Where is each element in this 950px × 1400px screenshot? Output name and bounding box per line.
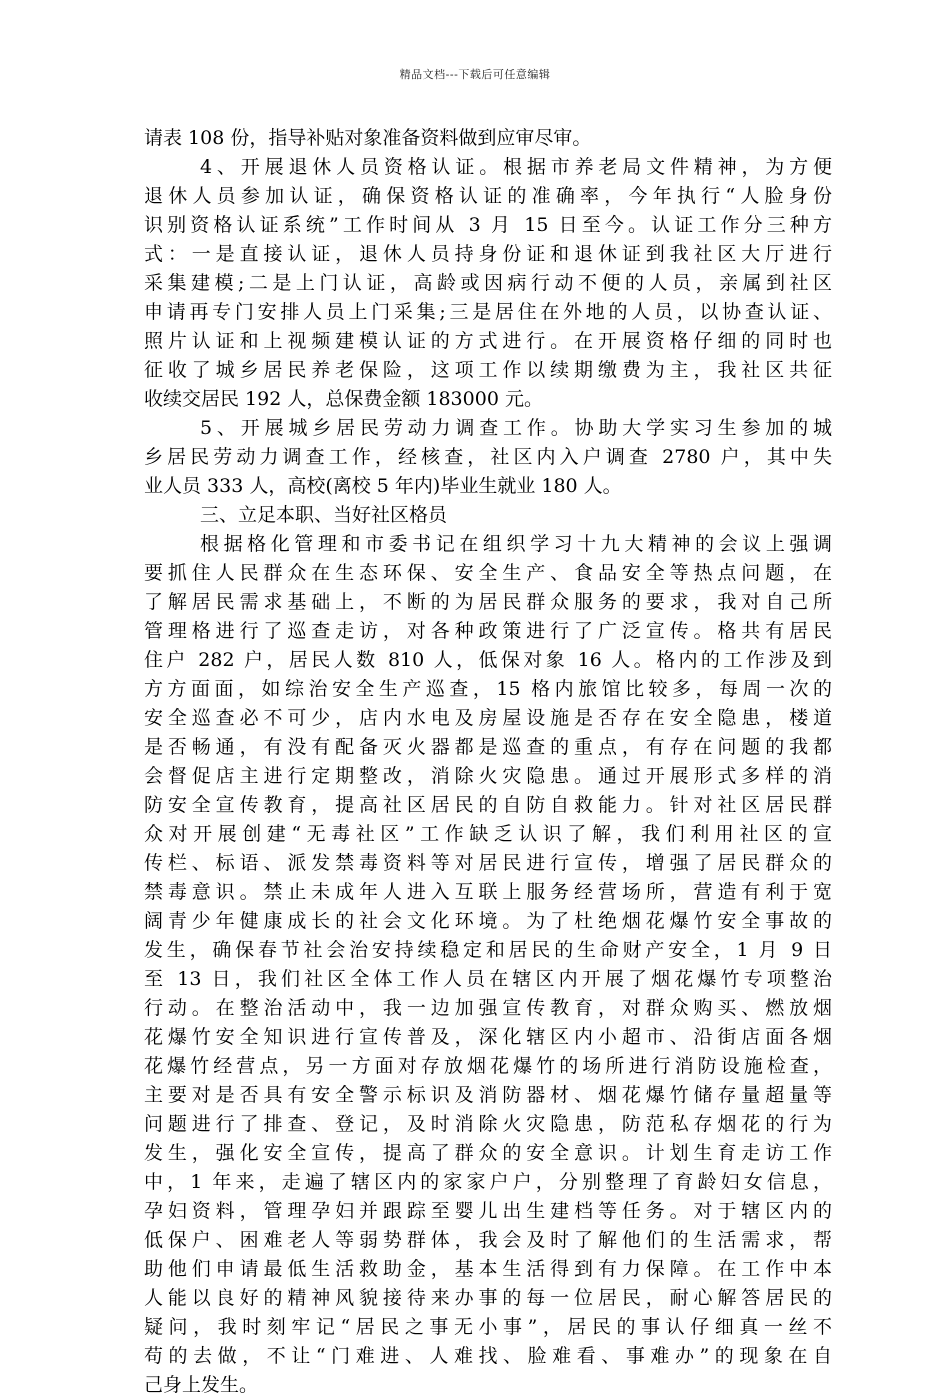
text-line: 防安全宣传教育，提高社区居民的自防自救能力。针对社区居民群 — [144, 794, 832, 816]
text-line: 行动。在整治活动中，我一边加强宣传教育，对群众购买、燃放烟 — [144, 997, 832, 1019]
text-line: 花爆竹安全知识进行宣传普及，深化辖区内小超市、沿街店面各烟 — [144, 1026, 832, 1048]
text-line: 退休人员参加认证，确保资格认证的准确率，今年执行“人脸身份 — [144, 185, 832, 207]
document-body — [144, 124, 832, 1400]
text-line: 助他们申请最低生活救助金，基本生活得到有力保障。在工作中本 — [144, 1258, 832, 1280]
text-line: 根据格化管理和市委书记在组织学习十九大精神的会议上强调 — [200, 533, 832, 555]
text-line: 至 13 日，我们社区全体工作人员在辖区内开展了烟花爆竹专项整治 — [144, 968, 832, 990]
text-line: 人能以良好的精神风貌接待来办事的每一位居民，耐心解答居民的 — [144, 1287, 832, 1309]
text-line: 安全巡查必不可少，店内水电及房屋设施是否存在安全隐患，楼道 — [144, 707, 832, 729]
text-line: 发生，确保春节社会治安持续稳定和居民的生命财产安全，1 月 9 日 — [144, 939, 832, 961]
text-line: 收续交居民 192 人，总保费金额 183000 元。 — [144, 388, 543, 410]
text-line: 问题进行了排查、登记，及时消除火灾隐患，防范私存烟花的行为 — [144, 1113, 832, 1135]
text-line: 己身上发生。 — [144, 1374, 259, 1396]
text-line: 业人员 333 人，高校(离校 5 年内)毕业生就业 180 人。 — [144, 475, 622, 497]
text-line: 方方面面，如综治安全生产巡查，15 格内旅馆比较多，每周一次的 — [144, 678, 832, 700]
text-line: 传栏、标语、派发禁毒资料等对居民进行宣传，增强了居民群众的 — [144, 852, 832, 874]
text-line: 住户 282 户，居民人数 810 人，低保对象 16 人。格内的工作涉及到 — [144, 649, 832, 671]
text-line: 征收了城乡居民养老保险，这项工作以续期缴费为主，我社区共征 — [144, 359, 832, 381]
text-line: 识别资格认证系统”工作时间从 3 月 15 日至今。认证工作分三种方 — [144, 214, 832, 236]
text-line: 请表 108 份，指导补贴对象准备资料做到应审尽审。 — [144, 127, 592, 149]
text-line: 发生，强化安全宣传，提高了群众的安全意识。计划生育走访工作 — [144, 1142, 832, 1164]
text-line: 了解居民需求基础上，不断的为居民群众服务的要求，我对自己所 — [144, 591, 832, 613]
text-line: 禁毒意识。禁止未成年人进入互联上服务经营场所，营造有利于宽 — [144, 881, 832, 903]
text-line: 要抓住人民群众在生态环保、安全生产、食品安全等热点问题，在 — [144, 562, 832, 584]
text-line: 主要对是否具有安全警示标识及消防器材、烟花爆竹储存量超量等 — [144, 1084, 832, 1106]
text-line: 管理格进行了巡查走访，对各种政策进行了广泛宣传。格共有居民 — [144, 620, 832, 642]
text-line: 会督促店主进行定期整改，消除火灾隐患。通过开展形式多样的消 — [144, 765, 832, 787]
text-line: 众对开展创建“无毒社区”工作缺乏认识了解，我们利用社区的宣 — [144, 823, 832, 845]
text-line: 采集建模;二是上门认证，高龄或因病行动不便的人员，亲属到社区 — [144, 272, 832, 294]
text-line: 申请再专门安排人员上门采集;三是居住在外地的人员，以协查认证、 — [144, 301, 832, 323]
text-line: 照片认证和上视频建模认证的方式进行。在开展资格仔细的同时也 — [144, 330, 832, 352]
text-line: 乡居民劳动力调查工作，经核查，社区内入户调查 2780 户，其中失 — [144, 446, 832, 468]
text-line: 4、开展退休人员资格认证。根据市养老局文件精神，为方便 — [200, 156, 832, 178]
text-line: 式：一是直接认证，退休人员持身份证和退休证到我社区大厅进行 — [144, 243, 832, 265]
text-line: 中，1 年来，走遍了辖区内的家家户户，分别整理了育龄妇女信息， — [144, 1171, 832, 1193]
text-line: 孕妇资料，管理孕妇并跟踪至婴儿出生建档等任务。对于辖区内的 — [144, 1200, 832, 1222]
text-line: 三、立足本职、当好社区格员 — [200, 504, 448, 526]
text-line: 是否畅通，有没有配备灭火器都是巡查的重点，有存在问题的我都 — [144, 736, 832, 758]
page-header: 精品文档---下载后可任意编辑 — [399, 68, 551, 81]
text-line: 花爆竹经营点，另一方面对存放烟花爆竹的场所进行消防设施检查， — [144, 1055, 832, 1077]
text-line: 低保户、困难老人等弱势群体，我会及时了解他们的生活需求，帮 — [144, 1229, 832, 1251]
text-line: 疑问，我时刻牢记“居民之事无小事”，居民的事认仔细真一丝不 — [144, 1316, 832, 1338]
text-line: 5、开展城乡居民劳动力调查工作。协助大学实习生参加的城 — [200, 417, 832, 439]
text-line: 苟的去做，不让“门难进、人难找、脸难看、事难办”的现象在自 — [144, 1345, 832, 1367]
text-line: 阔青少年健康成长的社会文化环境。为了杜绝烟花爆竹安全事故的 — [144, 910, 832, 932]
